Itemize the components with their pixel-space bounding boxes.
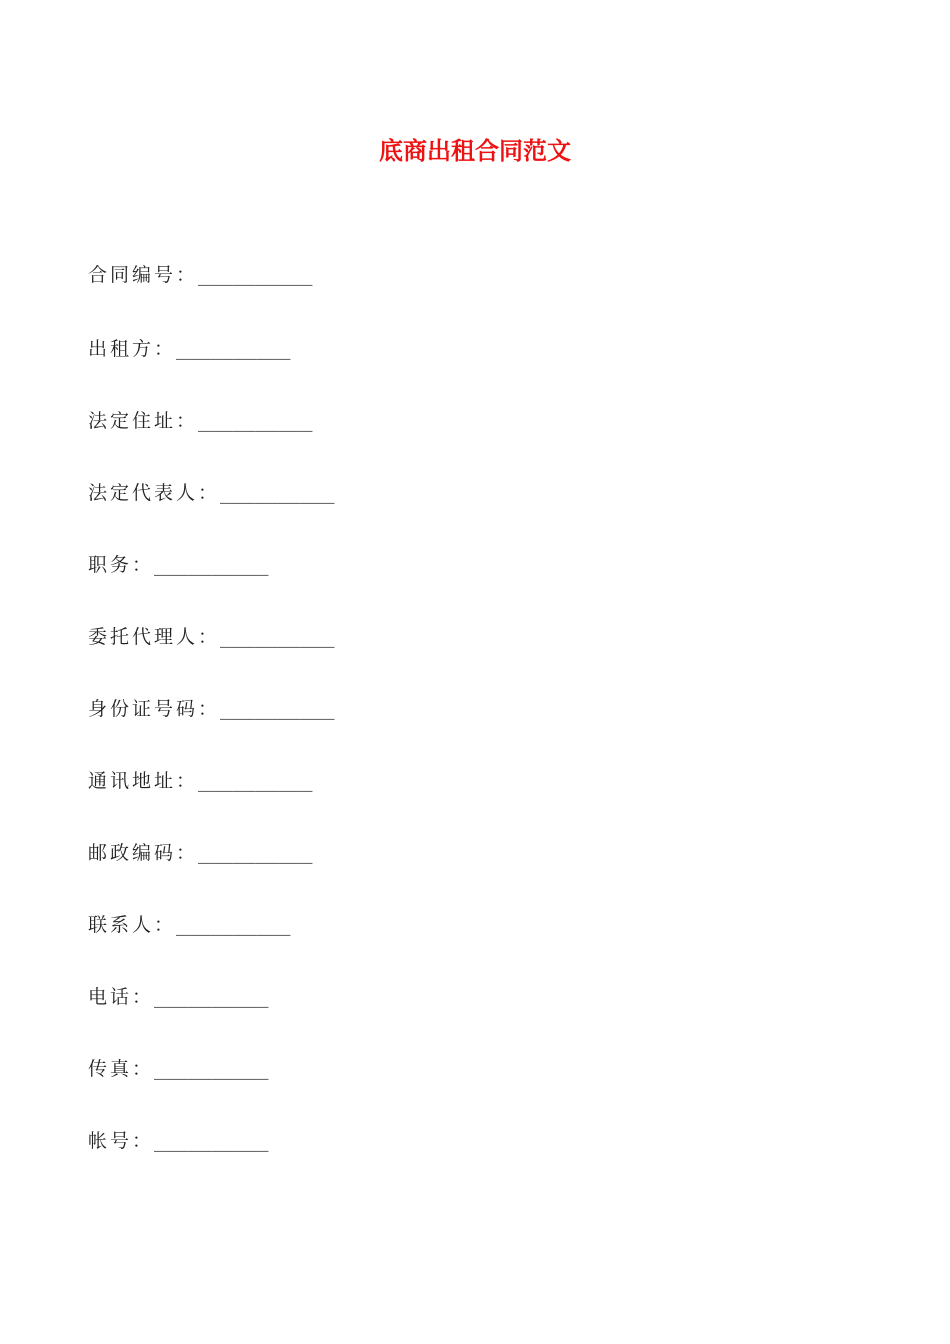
field-blank-line: __________ bbox=[154, 986, 269, 1008]
field-account-number bbox=[88, 1126, 268, 1156]
field-mailing-address bbox=[88, 766, 312, 796]
field-position bbox=[88, 550, 268, 580]
field-label: 出租方： bbox=[88, 338, 177, 360]
field-blank-line: __________ bbox=[220, 482, 335, 504]
field-legal-address bbox=[88, 406, 312, 436]
field-blank-line: __________ bbox=[154, 1130, 269, 1152]
field-label: 通讯地址： bbox=[88, 770, 199, 792]
field-legal-representative bbox=[88, 478, 334, 508]
field-label: 合同编号： bbox=[88, 264, 199, 286]
field-lessor bbox=[88, 334, 290, 364]
field-contract-number bbox=[88, 260, 312, 290]
field-blank-line: __________ bbox=[198, 264, 313, 286]
field-blank-line: __________ bbox=[176, 914, 291, 936]
field-label: 法定代表人： bbox=[88, 482, 221, 504]
field-label: 委托代理人： bbox=[88, 626, 221, 648]
field-contact-person bbox=[88, 910, 290, 940]
document-title: 底商出租合同范文 bbox=[379, 137, 571, 165]
field-blank-line: __________ bbox=[154, 554, 269, 576]
field-blank-line: __________ bbox=[176, 338, 291, 360]
field-postal-code bbox=[88, 838, 312, 868]
field-label: 职务： bbox=[88, 554, 155, 576]
field-blank-line: __________ bbox=[198, 842, 313, 864]
field-label: 帐号： bbox=[88, 1130, 155, 1152]
field-blank-line: __________ bbox=[220, 698, 335, 720]
field-blank-line: __________ bbox=[198, 770, 313, 792]
field-id-number bbox=[88, 694, 334, 724]
field-fax bbox=[88, 1054, 268, 1084]
field-label: 传真： bbox=[88, 1058, 155, 1080]
field-blank-line: __________ bbox=[220, 626, 335, 648]
field-label: 联系人： bbox=[88, 914, 177, 936]
field-blank-line: __________ bbox=[154, 1058, 269, 1080]
field-label: 身份证号码： bbox=[88, 698, 221, 720]
field-phone bbox=[88, 982, 268, 1012]
field-label: 电话： bbox=[88, 986, 155, 1008]
field-authorized-agent bbox=[88, 622, 334, 652]
field-blank-line: __________ bbox=[198, 410, 313, 432]
field-label: 邮政编码： bbox=[88, 842, 199, 864]
field-label: 法定住址： bbox=[88, 410, 199, 432]
